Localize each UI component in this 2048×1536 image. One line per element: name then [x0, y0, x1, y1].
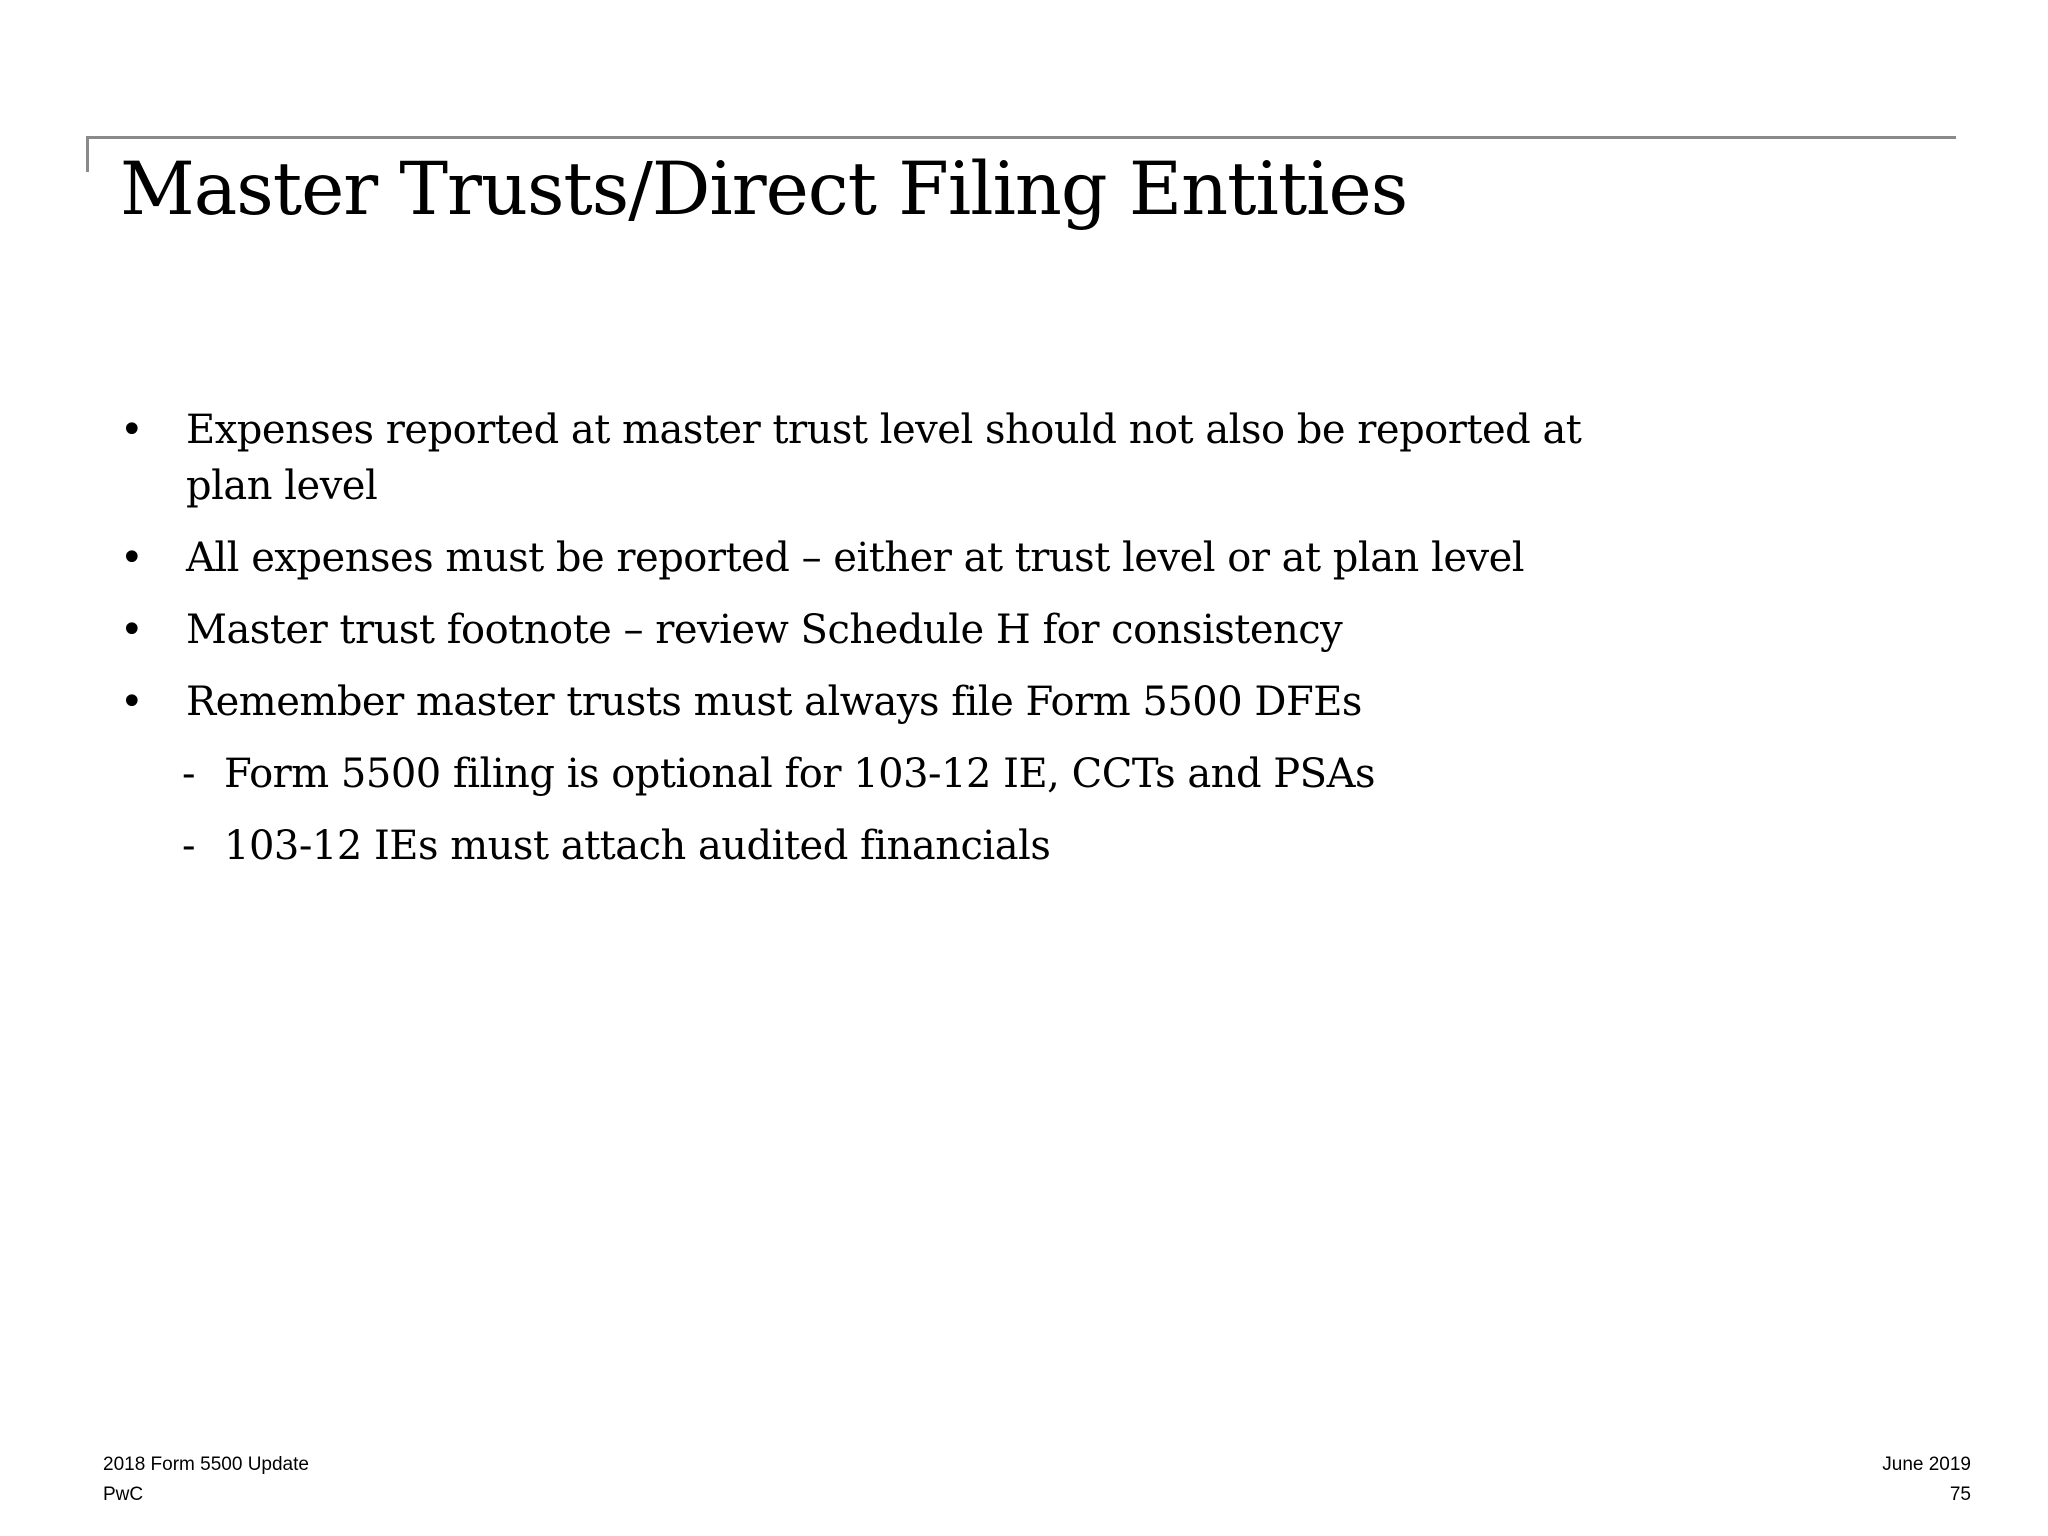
slide-title: Master Trusts/Direct Filing Entities [120, 147, 1408, 232]
bullet-marker: • [120, 607, 144, 653]
bullet-marker: • [120, 535, 144, 581]
footer-presentation-title: 2018 Form 5500 Update [103, 1454, 309, 1475]
bullet-marker: • [120, 407, 144, 453]
sub-bullet-text: Form 5500 filing is optional for 103-12 IE, CCTs and PSAs [224, 751, 1375, 797]
title-rule-horizontal [86, 136, 1956, 139]
sub-bullet-item [110, 818, 1670, 874]
title-rule-vertical [86, 136, 89, 172]
sub-bullet-marker: - [182, 823, 196, 869]
bullet-marker: • [120, 679, 144, 725]
bullet-text: All expenses must be reported – either at trust level or at plan level [186, 535, 1525, 581]
bullet-list [110, 402, 1670, 730]
footer-page-number: 75 [1949, 1484, 1971, 1505]
footer-date: June 2019 [1882, 1454, 1971, 1475]
bullet-item [110, 674, 1670, 730]
sub-bullet-marker: - [182, 751, 196, 797]
sub-bullet-list [110, 746, 1670, 874]
bullet-text: Master trust footnote – review Schedule H for consistency [186, 607, 1343, 653]
bullet-item [110, 602, 1670, 658]
sub-bullet-text: 103-12 IEs must attach audited financials [224, 823, 1051, 869]
sub-bullet-item [110, 746, 1670, 802]
bullet-text: Remember master trusts must always file Form 5500 DFEs [186, 679, 1362, 725]
slide-content [110, 402, 1670, 890]
bullet-text: Expenses reported at master trust level should not also be reported at plan level [186, 407, 1582, 509]
bullet-item [110, 530, 1670, 586]
footer-company: PwC [103, 1484, 144, 1505]
bullet-item [110, 402, 1670, 514]
